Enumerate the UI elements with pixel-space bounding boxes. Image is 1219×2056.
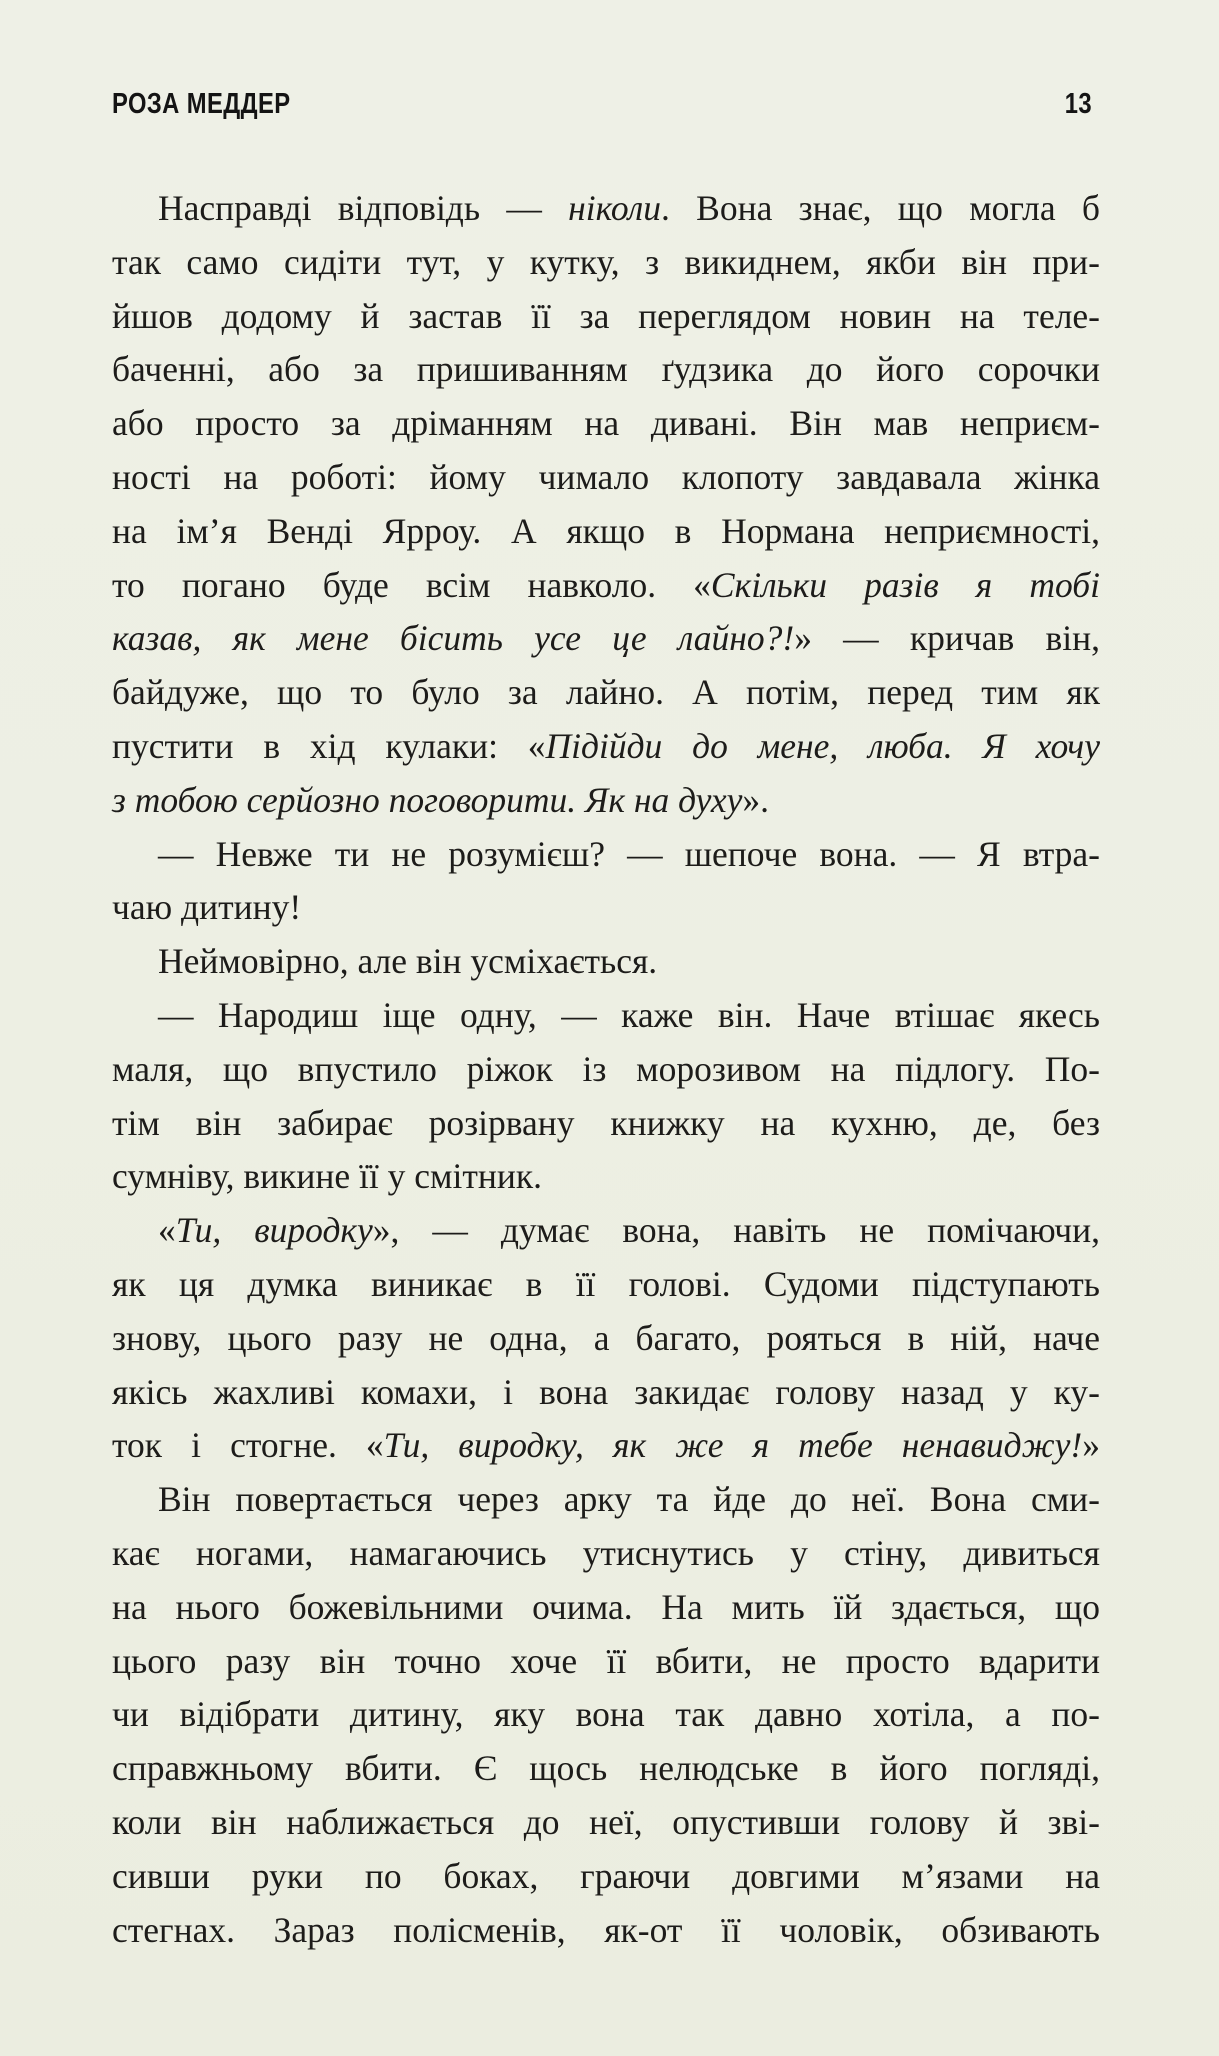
text-line — [112, 343, 1100, 397]
text-run: ності на роботі: йому чимало клопоту завдавала жінка — [112, 456, 1100, 497]
text-run: Він повертається через арку та йде до неї. Вона сми- — [158, 1479, 1100, 1520]
text-line — [112, 1527, 1100, 1581]
text-run: тім він забирає розірвану книжку на кухню, де, без — [112, 1102, 1100, 1143]
text-line — [112, 720, 1100, 774]
italic-text: Ти, виродку — [175, 1210, 373, 1251]
text-run: цього разу він точно хоче її вбити, не просто вдарити — [112, 1640, 1100, 1681]
text-run: » — [1082, 1425, 1100, 1466]
italic-text: Скільки разів я тобі — [710, 564, 1100, 605]
running-head — [112, 88, 1092, 121]
text-line — [112, 1150, 1100, 1204]
text-line — [112, 828, 1100, 882]
text-line — [112, 935, 1100, 989]
text-run: чаю дитину! — [112, 887, 302, 928]
text-run: маля, що впустило ріжок із морозивом на підлогу. По- — [112, 1048, 1100, 1089]
text-run: », — думає вона, навіть не помічаючи, — [372, 1210, 1100, 1251]
text-line — [112, 881, 1100, 935]
text-line — [112, 1043, 1100, 1097]
body-text — [112, 182, 1100, 1957]
text-line — [112, 1904, 1100, 1958]
text-run: стегнах. Зараз полісменів, як-от її чоловік, обзивають — [112, 1909, 1100, 1950]
text-line — [112, 451, 1100, 505]
italic-text: казав, як мене бісить усе це лайно?! — [112, 618, 795, 659]
text-run: Неймовірно, але він усміхається. — [158, 941, 658, 982]
text-line — [112, 1796, 1100, 1850]
text-run: як ця думка виникає в її голові. Судоми підступають — [112, 1263, 1100, 1304]
text-line — [112, 612, 1100, 666]
text-run: кає ногами, намагаючись утиснутись у стіну, дивиться — [112, 1532, 1100, 1573]
text-run: Насправді відповідь — — [158, 188, 569, 228]
text-run: йшов додому й застав її за переглядом новин на теле- — [112, 295, 1100, 336]
italic-text: Підійди до мене, люба. Я хочу — [545, 725, 1101, 766]
italic-text: з тобою серйозно поговорити. Як на духу — [112, 779, 743, 820]
text-run: коли він наближається до неї, опустивши голову й зві- — [112, 1801, 1100, 1842]
text-line — [112, 1581, 1100, 1635]
text-run: ток і стогне. « — [112, 1425, 384, 1466]
text-run: справжньому вбити. Є щось нелюдське в його погляді, — [112, 1748, 1100, 1789]
text-run: знову, цього разу не одна, а багато, рояться в ній, наче — [112, 1317, 1100, 1358]
text-line — [112, 1742, 1100, 1796]
text-line — [112, 1688, 1100, 1742]
text-line — [112, 989, 1100, 1043]
text-run: сумніву, викине її у смітник. — [112, 1156, 542, 1197]
text-line — [112, 1258, 1100, 1312]
text-run: або просто за дріманням на дивані. Він мав неприєм- — [112, 403, 1100, 444]
page-number: 13 — [1064, 88, 1092, 120]
text-run: баченні, або за пришиванням ґудзика до його сорочки — [112, 349, 1100, 390]
text-line — [112, 290, 1100, 344]
text-run: на нього божевільними очима. На мить їй здається, що — [112, 1586, 1100, 1627]
text-run: . Вона знає, що могла б — [660, 188, 1100, 228]
text-run: пустити в хід кулаки: « — [112, 725, 546, 766]
text-run: байдуже, що то було за лайно. А потім, перед тим як — [112, 672, 1100, 713]
italic-text: ніколи — [568, 188, 661, 228]
text-line — [112, 559, 1100, 613]
text-line — [112, 1473, 1100, 1527]
text-run: » — кричав він, — [794, 618, 1100, 659]
text-line — [112, 505, 1100, 559]
text-line — [112, 182, 1100, 236]
text-line — [112, 666, 1100, 720]
text-run: « — [158, 1210, 176, 1251]
author-name: РОЗА МЕДДЕР — [112, 88, 291, 120]
text-run: на ім’я Венді Ярроу. А якщо в Нормана неприємності, — [112, 510, 1100, 551]
text-run: так само сидіти тут, у кутку, з викиднем, якби він при- — [112, 241, 1100, 282]
text-run: чи відібрати дитину, яку вона так давно хотіла, а по- — [112, 1694, 1100, 1735]
italic-text: Ти, виродку, як же я тебе ненавиджу! — [383, 1425, 1083, 1466]
text-run: ». — [742, 779, 769, 820]
text-line — [112, 1312, 1100, 1366]
text-line — [112, 1635, 1100, 1689]
text-run: сивши руки по боках, граючи довгими м’язами на — [112, 1855, 1100, 1896]
text-line — [112, 774, 1100, 828]
text-run: якісь жахливі комахи, і вона закидає голову назад у ку- — [112, 1371, 1100, 1412]
text-line — [112, 1097, 1100, 1151]
text-line — [112, 1204, 1100, 1258]
text-line — [112, 1850, 1100, 1904]
text-line — [112, 1419, 1100, 1473]
text-line — [112, 397, 1100, 451]
text-run: — Невже ти не розумієш? — шепоче вона. — Я втра- — [158, 833, 1100, 874]
text-line — [112, 1366, 1100, 1420]
text-run: — Народиш іще одну, — каже він. Наче втішає якесь — [158, 994, 1100, 1035]
text-line — [112, 236, 1100, 290]
text-run: то погано буде всім навколо. « — [112, 564, 711, 605]
